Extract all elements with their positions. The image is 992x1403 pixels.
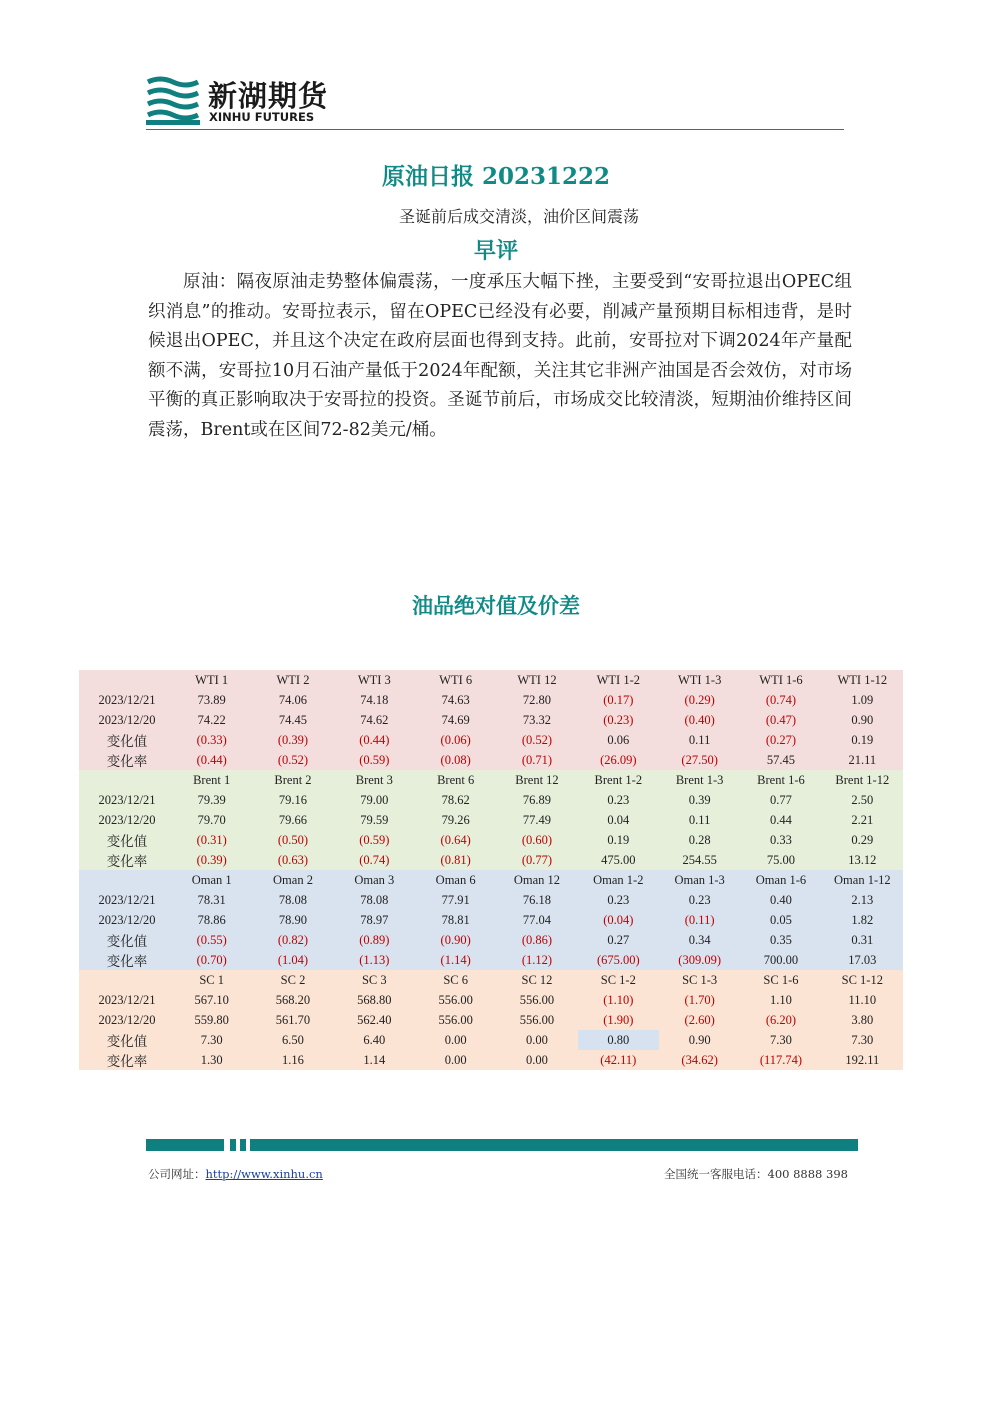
column-header: WTI 2 bbox=[276, 672, 310, 687]
table-cell: 2.50 bbox=[851, 792, 874, 807]
table-cell: 0.00 bbox=[526, 1032, 548, 1047]
table-cell: 7.30 bbox=[200, 1032, 223, 1047]
footer-bar bbox=[146, 1139, 858, 1151]
table-cell: 1.30 bbox=[200, 1052, 223, 1067]
table-cell: 0.06 bbox=[607, 732, 630, 747]
table-cell: 74.62 bbox=[360, 712, 389, 727]
column-header: SC 2 bbox=[280, 972, 306, 987]
table-cell: 1.14 bbox=[363, 1052, 386, 1067]
table-cell: (0.59) bbox=[359, 752, 390, 767]
column-header: SC 1-2 bbox=[600, 972, 636, 987]
table-cell: (0.40) bbox=[684, 712, 715, 727]
table-row bbox=[79, 1030, 903, 1050]
table-cell: (0.63) bbox=[277, 852, 309, 867]
column-header: Brent 1-6 bbox=[757, 772, 805, 787]
table-cell: 78.81 bbox=[441, 912, 470, 927]
row-label: 2023/12/21 bbox=[98, 692, 156, 707]
table-cell: 0.77 bbox=[770, 792, 792, 807]
table-cell: 13.12 bbox=[848, 852, 877, 867]
table-cell: 77.49 bbox=[522, 812, 552, 827]
table-cell: 556.00 bbox=[519, 992, 555, 1007]
table-cell: 3.80 bbox=[851, 1012, 874, 1027]
table-cell: (1.13) bbox=[359, 952, 390, 967]
column-header: SC 3 bbox=[361, 972, 387, 987]
table-cell: (0.29) bbox=[684, 692, 715, 707]
table-cell: 556.00 bbox=[438, 1012, 473, 1027]
column-header: WTI 1-6 bbox=[759, 672, 803, 687]
table-cell: 0.19 bbox=[607, 832, 630, 847]
column-header: SC 1-6 bbox=[763, 972, 799, 987]
table-cell: 74.63 bbox=[441, 692, 470, 707]
table-cell: 700.00 bbox=[763, 952, 799, 967]
table-cell: 0.19 bbox=[851, 732, 874, 747]
table-cell: 0.34 bbox=[688, 932, 711, 947]
column-header: Oman 1-6 bbox=[755, 872, 807, 887]
table-cell: (0.39) bbox=[277, 732, 309, 747]
column-header: WTI 1-12 bbox=[837, 672, 888, 687]
table-cell: 74.69 bbox=[441, 712, 470, 727]
price-spread-table bbox=[79, 670, 903, 1070]
table-cell: 0.80 bbox=[578, 1030, 659, 1050]
header-blank-cell bbox=[79, 770, 171, 790]
table-cell: 74.22 bbox=[197, 712, 226, 727]
table-cell: 79.59 bbox=[360, 812, 389, 827]
table-row bbox=[79, 930, 903, 950]
column-header: WTI 1-3 bbox=[677, 672, 722, 687]
table-cell: 556.00 bbox=[438, 992, 473, 1007]
table-cell: (1.10) bbox=[603, 992, 634, 1007]
table-cell: (0.77) bbox=[521, 852, 553, 867]
table-cell: (0.17) bbox=[603, 692, 634, 707]
table-row bbox=[79, 790, 903, 810]
row-label: 变化值 bbox=[106, 734, 148, 750]
table-cell: 11.10 bbox=[848, 992, 877, 1007]
table-cell: (0.44) bbox=[359, 732, 390, 747]
header-blank-cell bbox=[79, 670, 171, 690]
column-header: Brent 2 bbox=[274, 772, 312, 787]
column-header: SC 12 bbox=[521, 972, 553, 987]
table-cell: 0.23 bbox=[607, 892, 630, 907]
table-cell: 0.39 bbox=[688, 792, 711, 807]
column-header: SC 1 bbox=[199, 972, 224, 987]
table-cell: (0.74) bbox=[765, 692, 797, 707]
report-subtitle: 圣诞前后成交清淡，油价区间震荡 bbox=[398, 207, 639, 226]
row-label: 变化率 bbox=[106, 954, 148, 970]
footer-website bbox=[148, 1166, 323, 1182]
table-row bbox=[79, 910, 903, 930]
table-cell: (309.09) bbox=[678, 952, 721, 967]
table-row bbox=[79, 810, 903, 830]
header-blank-cell bbox=[79, 970, 171, 990]
table-cell: 79.70 bbox=[197, 812, 226, 827]
table-cell: (0.89) bbox=[359, 932, 390, 947]
column-header: Oman 1 bbox=[191, 872, 232, 887]
table-header-row-sc bbox=[79, 970, 903, 990]
table-cell: 0.28 bbox=[688, 832, 711, 847]
column-header: Oman 1-12 bbox=[834, 872, 891, 887]
table-cell: 78.97 bbox=[360, 912, 389, 927]
table-row bbox=[79, 950, 903, 970]
column-header: WTI 1-2 bbox=[596, 672, 640, 687]
table-cell: 192.11 bbox=[845, 1052, 880, 1067]
table-cell: 0.23 bbox=[688, 892, 711, 907]
brand-name-en: XINHU FUTURES bbox=[209, 110, 315, 124]
table-cell: 568.80 bbox=[357, 992, 392, 1007]
table-cell: 78.08 bbox=[360, 892, 389, 907]
table-cell: 0.44 bbox=[770, 812, 792, 827]
table-cell: 1.09 bbox=[851, 692, 874, 707]
row-label: 变化值 bbox=[106, 834, 148, 850]
column-header: Brent 1-2 bbox=[594, 772, 643, 787]
table-cell: (1.12) bbox=[521, 952, 553, 967]
column-header: WTI 3 bbox=[357, 672, 391, 687]
table-cell: 0.90 bbox=[851, 712, 874, 727]
table-cell: (0.39) bbox=[196, 852, 227, 867]
column-header: WTI 1 bbox=[195, 672, 229, 687]
table-cell: (26.09) bbox=[600, 752, 637, 767]
website-link[interactable]: http://www.xinhu.cn bbox=[205, 1167, 323, 1181]
row-label: 变化率 bbox=[106, 854, 148, 870]
column-header: Brent 1-3 bbox=[675, 772, 724, 787]
table-cell: (1.70) bbox=[684, 992, 715, 1007]
table-cell: 0.40 bbox=[770, 892, 792, 907]
table-cell: (0.52) bbox=[521, 732, 553, 747]
table-cell: (34.62) bbox=[681, 1052, 718, 1067]
table-cell: (0.86) bbox=[521, 932, 553, 947]
table-cell: 72.80 bbox=[522, 692, 552, 707]
table-row bbox=[79, 850, 903, 870]
report-title: 原油日报 20231222 bbox=[381, 163, 611, 190]
table-cell: (0.71) bbox=[521, 752, 553, 767]
table-cell: (0.90) bbox=[440, 932, 471, 947]
website-label: 公司网址： bbox=[148, 1167, 206, 1181]
table-header-row-wti bbox=[79, 670, 903, 690]
table-cell: 568.20 bbox=[275, 992, 311, 1007]
table-cell: 0.11 bbox=[688, 812, 711, 827]
column-header: Brent 6 bbox=[437, 772, 475, 787]
company-logo bbox=[146, 72, 346, 128]
column-header: Brent 3 bbox=[355, 772, 393, 787]
commentary-paragraph: 原油：隔夜原油走势整体偏震荡，一度承压大幅下挫，主要受到“安哥拉退出OPEC组织消息”的推动。安哥拉表示，留在OPEC已经没有必要，削减产量预期目标相违背，是时候退出OPEC，并且这个决定在政府层面也得到支持。此前，安哥拉对下调2024年产量配额不满，安哥拉10月石油产量低于2024年配额，关注其它非洲产油国是否会效仿，对市场平衡的真正影响取决于安哥拉的投资。圣诞节前后，市场成交比较清淡，短期油价维持区间震荡，Brent或在区间72-82美元/桶。 bbox=[148, 272, 852, 440]
table-cell: (0.64) bbox=[440, 832, 471, 847]
table-cell: 2.13 bbox=[851, 892, 874, 907]
table-cell: (1.04) bbox=[277, 952, 309, 967]
row-label: 2023/12/21 bbox=[98, 792, 156, 807]
table-cell: (0.27) bbox=[765, 732, 797, 747]
section-heading: 早评 bbox=[473, 238, 518, 264]
table-cell: 1.16 bbox=[282, 1052, 304, 1067]
table-cell: 76.89 bbox=[522, 792, 552, 807]
column-header: Brent 1 bbox=[193, 772, 231, 787]
table-cell: 0.05 bbox=[770, 912, 792, 927]
table-row bbox=[79, 1050, 903, 1070]
column-header: Oman 12 bbox=[513, 872, 561, 887]
table-cell: (2.60) bbox=[684, 1012, 715, 1027]
table-cell: (1.14) bbox=[440, 952, 471, 967]
table-cell: (0.74) bbox=[359, 852, 390, 867]
table-cell: (0.47) bbox=[765, 712, 797, 727]
table-cell: 73.89 bbox=[197, 692, 226, 707]
table-row bbox=[79, 690, 903, 710]
table-cell: 0.11 bbox=[688, 732, 711, 747]
row-label: 变化率 bbox=[106, 754, 148, 770]
table-cell: (0.04) bbox=[603, 912, 634, 927]
table-cell: 79.00 bbox=[360, 792, 389, 807]
table-cell: (0.59) bbox=[359, 832, 390, 847]
column-header: SC 1-12 bbox=[841, 972, 883, 987]
table-cell: 556.00 bbox=[519, 1012, 555, 1027]
row-label: 2023/12/20 bbox=[98, 812, 156, 827]
table-cell: 254.55 bbox=[682, 852, 717, 867]
table-cell: (0.11) bbox=[684, 912, 715, 927]
table-cell: 7.30 bbox=[851, 1032, 874, 1047]
table-cell: (0.82) bbox=[277, 932, 309, 947]
column-header: Brent 12 bbox=[515, 772, 559, 787]
table-cell: 78.86 bbox=[197, 912, 226, 927]
table-cell: (0.81) bbox=[440, 852, 471, 867]
table-cell: 57.45 bbox=[766, 752, 796, 767]
brand-name-cn: 新湖期货 bbox=[208, 79, 329, 113]
table-cell: 0.00 bbox=[444, 1032, 467, 1047]
table-row bbox=[79, 990, 903, 1010]
table-cell: 567.10 bbox=[194, 992, 229, 1007]
table-cell: 6.50 bbox=[282, 1032, 304, 1047]
table-row bbox=[79, 710, 903, 730]
column-header: Oman 3 bbox=[354, 872, 395, 887]
table-cell: 0.35 bbox=[770, 932, 792, 947]
table-cell: 21.11 bbox=[848, 752, 877, 767]
row-label: 2023/12/20 bbox=[98, 1012, 156, 1027]
table-cell: 77.04 bbox=[522, 912, 552, 927]
row-label: 2023/12/21 bbox=[98, 992, 156, 1007]
table-cell: 0.00 bbox=[526, 1052, 548, 1067]
table-cell: 75.00 bbox=[766, 852, 796, 867]
table-cell: 74.45 bbox=[278, 712, 308, 727]
column-header: SC 1-3 bbox=[682, 972, 718, 987]
footer-hotline: 全国统一客服电话：400 8888 398 bbox=[664, 1167, 848, 1181]
row-label: 变化值 bbox=[106, 934, 148, 950]
table-cell: (0.23) bbox=[603, 712, 634, 727]
table-row bbox=[79, 830, 903, 850]
row-label: 2023/12/20 bbox=[98, 712, 156, 727]
table-row bbox=[79, 750, 903, 770]
table-row bbox=[79, 890, 903, 910]
table-cell: 76.18 bbox=[522, 892, 552, 907]
column-header: Brent 1-12 bbox=[835, 772, 890, 787]
table-cell: 77.91 bbox=[441, 892, 470, 907]
column-header: Oman 2 bbox=[273, 872, 313, 887]
table-cell: 79.66 bbox=[278, 812, 308, 827]
row-label: 变化率 bbox=[106, 1054, 148, 1070]
column-header: SC 6 bbox=[443, 972, 468, 987]
table-title: 油品绝对值及价差 bbox=[412, 593, 580, 618]
table-cell: (0.06) bbox=[440, 732, 471, 747]
table-cell: (0.44) bbox=[196, 752, 227, 767]
header-blank-cell bbox=[79, 870, 171, 890]
table-cell: 1.82 bbox=[851, 912, 874, 927]
table-cell: 78.31 bbox=[197, 892, 226, 907]
table-cell: 0.29 bbox=[851, 832, 874, 847]
table-cell: (42.11) bbox=[600, 1052, 637, 1067]
table-cell: (6.20) bbox=[765, 1012, 797, 1027]
table-cell: 74.18 bbox=[360, 692, 389, 707]
column-header: Oman 1-2 bbox=[593, 872, 644, 887]
table-cell: 0.31 bbox=[851, 932, 874, 947]
row-label: 2023/12/21 bbox=[98, 892, 156, 907]
table-cell: 73.32 bbox=[522, 712, 552, 727]
table-cell: (117.74) bbox=[759, 1052, 803, 1067]
table-cell: (0.60) bbox=[521, 832, 553, 847]
table-cell: (1.90) bbox=[603, 1012, 634, 1027]
table-cell: 6.40 bbox=[363, 1032, 386, 1047]
table-row bbox=[79, 730, 903, 750]
table-cell: 0.90 bbox=[688, 1032, 711, 1047]
column-header: WTI 12 bbox=[517, 672, 557, 687]
table-cell: (0.70) bbox=[196, 952, 227, 967]
table-cell: (675.00) bbox=[596, 952, 640, 967]
table-cell: 0.23 bbox=[607, 792, 630, 807]
table-cell: 79.16 bbox=[278, 792, 308, 807]
table-cell: 78.08 bbox=[278, 892, 308, 907]
row-label: 2023/12/20 bbox=[98, 912, 156, 927]
table-cell: 0.00 bbox=[444, 1052, 467, 1067]
wave-logo-icon bbox=[146, 74, 200, 126]
table-cell: 1.10 bbox=[770, 992, 792, 1007]
table-cell: (0.33) bbox=[196, 732, 227, 747]
table-cell: 562.40 bbox=[357, 1012, 392, 1027]
table-cell: (0.50) bbox=[277, 832, 309, 847]
table-cell: 74.06 bbox=[278, 692, 308, 707]
table-header-row-brent bbox=[79, 770, 903, 790]
column-header: Oman 1-3 bbox=[674, 872, 725, 887]
table-cell: (0.31) bbox=[196, 832, 227, 847]
column-header: WTI 6 bbox=[439, 672, 473, 687]
table-cell: 79.39 bbox=[197, 792, 226, 807]
table-cell: 78.62 bbox=[441, 792, 470, 807]
table-cell: 561.70 bbox=[275, 1012, 311, 1027]
table-cell: (0.52) bbox=[277, 752, 309, 767]
header-divider bbox=[146, 129, 844, 130]
table-cell: 0.33 bbox=[770, 832, 792, 847]
table-cell: 2.21 bbox=[851, 812, 874, 827]
row-label: 变化值 bbox=[106, 1034, 148, 1050]
table-cell: 79.26 bbox=[441, 812, 470, 827]
table-cell: 475.00 bbox=[601, 852, 636, 867]
table-cell: 17.03 bbox=[848, 952, 877, 967]
column-header: Oman 6 bbox=[435, 872, 476, 887]
table-header-row-oman bbox=[79, 870, 903, 890]
table-cell: 559.80 bbox=[194, 1012, 229, 1027]
table-cell: 7.30 bbox=[770, 1032, 792, 1047]
table-row bbox=[79, 1010, 903, 1030]
table-cell: 78.90 bbox=[278, 912, 308, 927]
table-cell: 0.27 bbox=[607, 932, 630, 947]
table-cell: (27.50) bbox=[681, 752, 718, 767]
table-cell: (0.08) bbox=[440, 752, 471, 767]
table-cell: (0.55) bbox=[196, 932, 227, 947]
table-cell: 0.04 bbox=[607, 812, 630, 827]
